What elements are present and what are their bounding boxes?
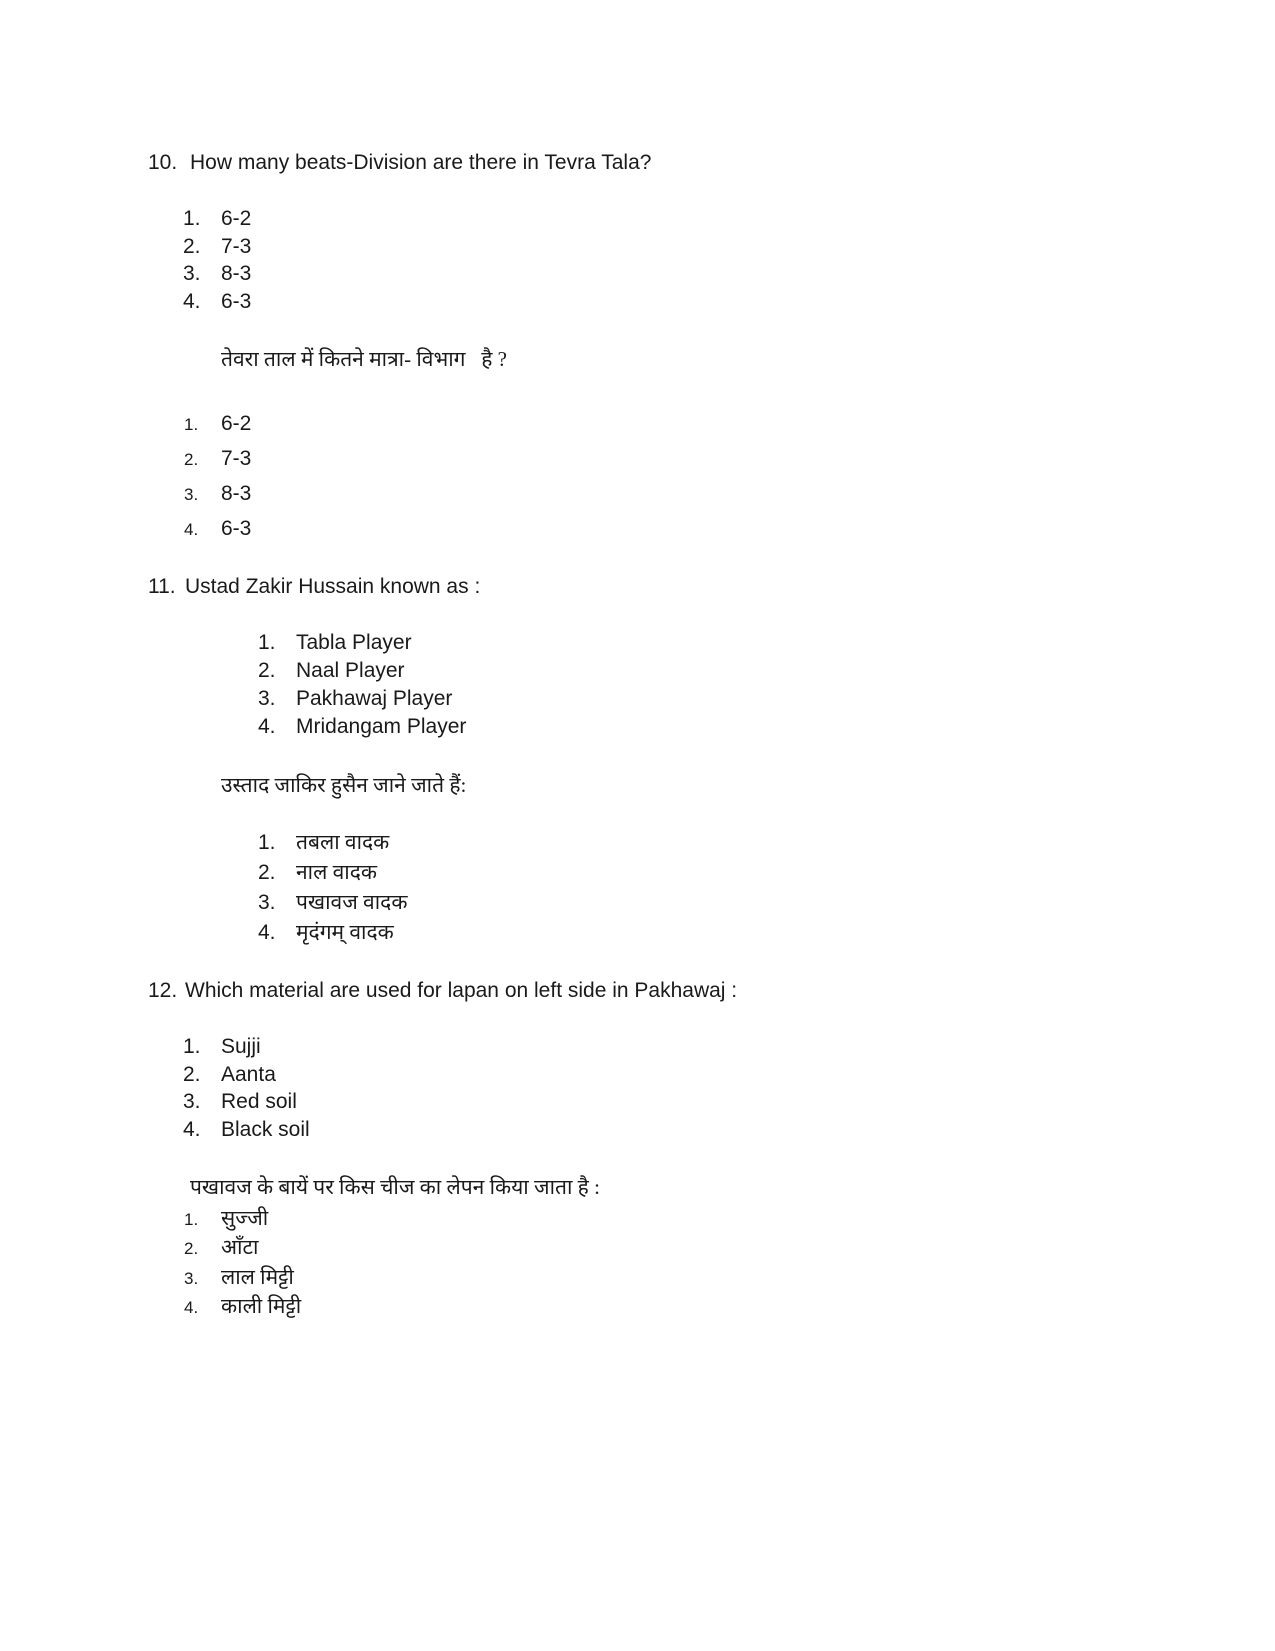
q11-hindi-option-2-number: 2.: [258, 861, 276, 884]
q11-hindi-option-2-text: नाल वादक: [296, 860, 377, 884]
q12-hindi-option-3-text: लाल मिट्टी: [221, 1265, 294, 1289]
question-12-text: Which material are used for lapan on left side in Pakhawaj :: [185, 979, 738, 1002]
q11-hindi-option-1-number: 1.: [258, 831, 276, 854]
question-12-number: 12.: [148, 979, 178, 1002]
question-11-number: 11.: [148, 575, 176, 598]
q10-option-4-text: 6-3: [221, 290, 252, 313]
q11-hindi-option-4-number: 4.: [258, 921, 276, 944]
q12-hindi-option-4-number: 4.: [184, 1298, 199, 1317]
question-12-hindi-text: पखावज के बायें पर किस चीज का लेपन किया जाता है :: [190, 1175, 600, 1199]
q11-option-2-number: 2.: [258, 659, 276, 682]
q11-hindi-option-3-number: 3.: [258, 891, 276, 914]
q12-option-4-number: 4.: [183, 1118, 201, 1141]
q12-option-1-number: 1.: [183, 1035, 201, 1058]
q11-option-1-text: Tabla Player: [296, 631, 412, 654]
q10-option-3-text: 8-3: [221, 262, 252, 285]
q12-hindi-option-1-number: 1.: [184, 1210, 199, 1229]
q12-option-3-number: 3.: [183, 1090, 201, 1113]
q10-option-2-text: 7-3: [221, 235, 252, 258]
question-11-hindi-text: उस्ताद जाकिर हुसैन जाने जाते हैं:: [221, 773, 467, 797]
question-10-number: 10.: [148, 151, 178, 174]
q10-hindi-option-4-text: 6-3: [221, 517, 252, 540]
q11-option-4-text: Mridangam Player: [296, 715, 467, 738]
q10-hindi-option-2-text: 7-3: [221, 447, 252, 470]
q10-hindi-option-3-number: 3.: [184, 485, 199, 504]
q11-hindi-option-1-text: तबला वादक: [296, 830, 390, 854]
q10-hindi-option-1-text: 6-2: [221, 412, 252, 435]
q11-option-2-text: Naal Player: [296, 659, 405, 682]
question-10-hindi-text: तेवरा ताल में कितने मात्रा- विभाग है ?: [221, 347, 507, 371]
q11-option-4-number: 4.: [258, 715, 276, 738]
q11-hindi-option-3-text: पखावज वादक: [296, 890, 408, 914]
question-10-text: How many beats-Division are there in Tevra Tala?: [190, 151, 652, 174]
q10-hindi-option-2-number: 2.: [184, 450, 199, 469]
q10-option-1-number: 1.: [183, 207, 201, 230]
q10-hindi-option-3-text: 8-3: [221, 482, 252, 505]
q11-option-3-number: 3.: [258, 687, 276, 710]
q12-option-1-text: Sujji: [221, 1035, 261, 1058]
q11-hindi-option-4-text: मृदंगम् वादक: [296, 920, 394, 944]
q10-option-3-number: 3.: [183, 262, 201, 285]
q12-option-2-number: 2.: [183, 1063, 201, 1086]
q12-hindi-option-2-text: आँटा: [221, 1235, 259, 1259]
q12-hindi-option-2-number: 2.: [184, 1239, 199, 1258]
q10-hindi-option-1-number: 1.: [184, 415, 199, 434]
q10-option-1-text: 6-2: [221, 207, 252, 230]
q11-option-3-text: Pakhawaj Player: [296, 687, 453, 710]
q10-hindi-option-4-number: 4.: [184, 520, 199, 539]
q12-option-2-text: Aanta: [221, 1063, 276, 1086]
q12-hindi-option-4-text: काली मिट्टी: [221, 1294, 302, 1318]
q10-option-2-number: 2.: [183, 235, 201, 258]
q10-option-4-number: 4.: [183, 290, 201, 313]
q12-hindi-option-1-text: सुज्जी: [221, 1206, 269, 1230]
q12-option-3-text: Red soil: [221, 1090, 297, 1113]
question-11-text: Ustad Zakir Hussain known as :: [185, 575, 481, 598]
q11-option-1-number: 1.: [258, 631, 276, 654]
q12-hindi-option-3-number: 3.: [184, 1269, 199, 1288]
q12-option-4-text: Black soil: [221, 1118, 310, 1141]
